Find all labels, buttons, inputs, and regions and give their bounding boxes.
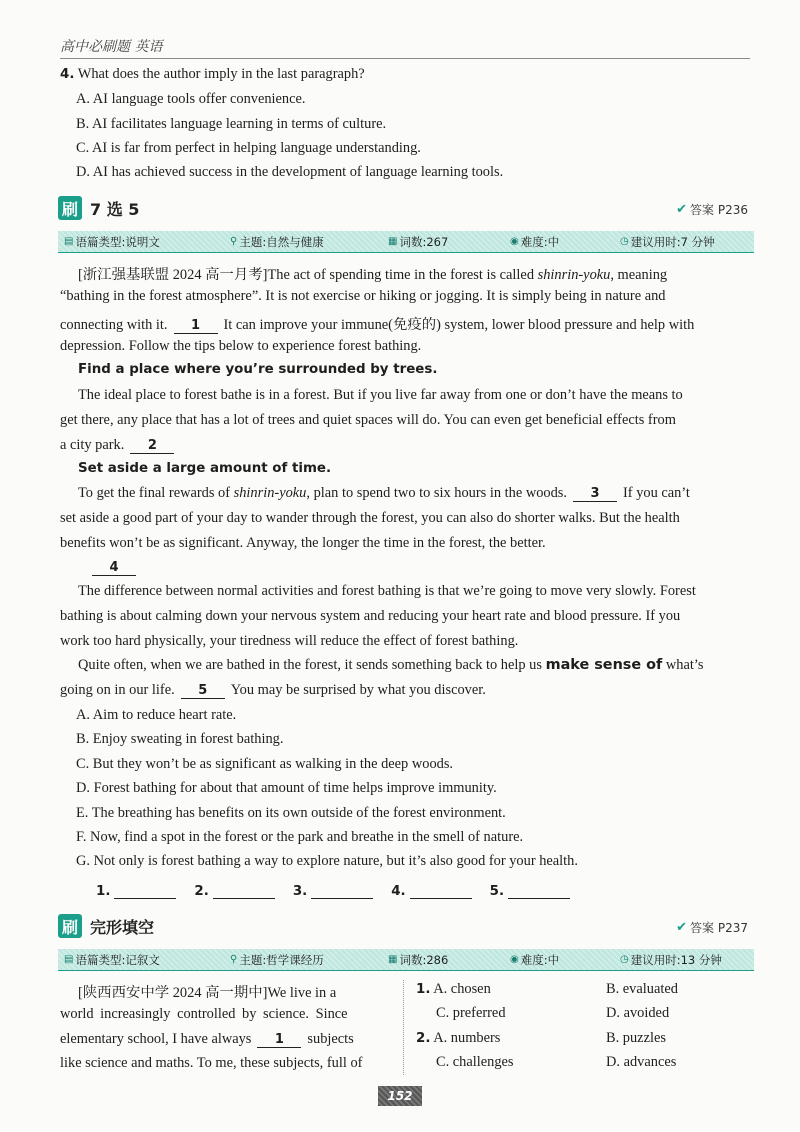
shua-icon: 刷 — [58, 196, 82, 220]
section-heading-7-choose-5 — [58, 196, 139, 220]
cloze-q1-option-a: 1. A. chosen — [416, 981, 491, 997]
option-b: B. AI facilitates language learning in terms of culture. — [76, 116, 387, 132]
option-b: B. Enjoy sweating in forest bathing. — [76, 731, 284, 747]
passage-info-bar — [58, 231, 754, 253]
blank-5[interactable]: 5 — [181, 683, 225, 699]
check-icon: ✔ — [676, 920, 688, 935]
cloze-line-1: [陕西西安中学 2024 高一期中]We live in a — [78, 985, 337, 1001]
option-a: A. AI language tools offer convenience. — [76, 91, 306, 107]
info-time: ◷ 建议用时:13 分钟 — [620, 952, 722, 967]
option-c: C. AI is far from perfect in helping language understanding. — [76, 140, 421, 156]
clock-icon: ◷ — [620, 954, 629, 965]
header-rule — [60, 58, 750, 59]
blank-3[interactable]: 3 — [573, 486, 617, 502]
answer-line[interactable] — [213, 885, 275, 899]
running-header: 高中必刷题 英语 — [60, 39, 163, 55]
cloze-blank-1[interactable]: 1 — [257, 1032, 301, 1048]
answer-slot-5[interactable]: 5. — [490, 884, 570, 899]
shua-icon: 刷 — [58, 914, 82, 938]
info-words: ▦ 词数:267 — [388, 234, 449, 249]
search-icon: ⚲ — [230, 954, 238, 965]
cloze-q1-option-d: D. avoided — [606, 1005, 670, 1021]
check-icon: ✔ — [676, 202, 688, 217]
type-icon: ▤ — [64, 236, 74, 247]
option-g: G. Not only is forest bathing a way to explore nature, but it’s also good for your health. — [76, 853, 578, 869]
p2-line-1: The ideal place to forest bathe is in a forest. But if you live far away from one or don’t have the means to — [78, 387, 683, 403]
section-title: 完形填空 — [90, 917, 155, 937]
cloze-line-3: elementary school, I have always 1 subjects — [60, 1031, 354, 1047]
info-difficulty: ◉ 难度:中 — [510, 952, 560, 967]
answer-reference — [676, 201, 748, 218]
cloze-q1-option-c: C. preferred — [436, 1005, 506, 1021]
p2-line-2: get there, any place that has a lot of trees and quiet spaces will do. You can even get beneficial effects from — [60, 412, 676, 428]
answer-slot-4[interactable]: 4. — [391, 884, 471, 899]
p3-line-3: benefits won’t be as significant. Anyway, the longer the time in the forest, the better. — [60, 535, 546, 551]
cloze-q2-option-b: B. puzzles — [606, 1030, 666, 1046]
p4-line-3: work too hard physically, your tiredness will reduce the effect of forest bathing. — [60, 633, 519, 649]
difficulty-icon: ◉ — [510, 954, 519, 965]
section-title: 7 选 5 — [90, 199, 140, 219]
cloze-line-2: world increasingly controlled by science. Since — [60, 1006, 348, 1022]
word-count-icon: ▦ — [388, 236, 398, 247]
p4-line-1: The difference between normal activities and forest bathing is that we’re going to move very slowly. Forest — [78, 583, 696, 599]
p1-line-3: connecting with it. 1 It can improve your immune(免疫的) system, lower blood pressure and help with — [60, 317, 695, 333]
option-a: A. Aim to reduce heart rate. — [76, 707, 237, 723]
info-topic: ⚲ 主题:自然与健康 — [230, 234, 324, 249]
info-type: ▤ 语篇类型:记叙文 — [64, 952, 160, 967]
cloze-q2-option-c: C. challenges — [436, 1054, 514, 1070]
info-difficulty: ◉ 难度:中 — [510, 234, 560, 249]
answer-line[interactable] — [508, 885, 570, 899]
subheading-set-aside-time: Set aside a large amount of time. — [78, 461, 332, 476]
question-text: What does the author imply in the last paragraph? — [77, 66, 365, 82]
p5-line-2: going on in our life. 5 You may be surprised by what you discover. — [60, 682, 486, 698]
type-icon: ▤ — [64, 954, 74, 965]
info-topic: ⚲ 主题:哲学课经历 — [230, 952, 324, 967]
difficulty-icon: ◉ — [510, 236, 519, 247]
answer-line[interactable] — [311, 885, 373, 899]
option-d: D. AI has achieved success in the development of language learning tools. — [76, 164, 504, 180]
question-number: 4. — [60, 67, 75, 82]
subheading-find-place: Find a place where you’re surrounded by trees. — [78, 362, 438, 377]
option-f: F. Now, find a spot in the forest or the park and breathe in the smell of nature. — [76, 829, 524, 845]
answer-slot-1[interactable]: 1. — [96, 884, 176, 899]
option-c: C. But they won’t be as significant as walking in the deep woods. — [76, 756, 454, 772]
blank-4-line — [78, 559, 142, 576]
cloze-q1-option-b: B. evaluated — [606, 981, 678, 997]
p3-line-2: set aside a good part of your day to wander through the forest, you can also do shorter walks. But the health — [60, 510, 680, 526]
option-d: D. Forest bathing for about that amount of time helps improve immunity. — [76, 780, 497, 796]
info-type: ▤ 语篇类型:说明文 — [64, 234, 160, 249]
answer-row — [96, 884, 570, 899]
p1-line-1: [浙江强基联盟 2024 高一月考]The act of spending time in the forest is called shinrin-yoku, meaning — [78, 267, 668, 283]
answer-ref-text: 答案 P236 — [690, 203, 748, 217]
blank-2[interactable]: 2 — [130, 438, 174, 454]
p3-line-1: To get the final rewards of shinrin-yoku, plan to spend two to six hours in the woods. 3 If you can’t — [78, 485, 690, 501]
section-heading-cloze — [58, 914, 154, 938]
answer-line[interactable] — [114, 885, 176, 899]
clock-icon: ◷ — [620, 236, 629, 247]
p4-line-2: bathing is about calming down your nervous system and reducing your heart rate and blood pressure. If you — [60, 608, 681, 624]
cloze-line-4: like science and maths. To me, these subjects, full of — [60, 1055, 363, 1071]
column-divider — [403, 980, 404, 1075]
passage-info-bar — [58, 949, 754, 971]
page-number: 152 — [378, 1086, 422, 1106]
p5-line-1: Quite often, when we are bathed in the forest, it sends something back to help us make sense of what’s — [78, 657, 704, 673]
p1-line-4: depression. Follow the tips below to experience forest bathing. — [60, 338, 422, 354]
search-icon: ⚲ — [230, 236, 238, 247]
blank-4[interactable]: 4 — [92, 560, 136, 576]
option-e: E. The breathing has benefits on its own outside of the forest environment. — [76, 805, 506, 821]
cloze-q2-option-d: D. advances — [606, 1054, 677, 1070]
p2-line-3: a city park. 2 — [60, 437, 180, 454]
question-4-stem — [60, 66, 365, 83]
answer-ref-text: 答案 P237 — [690, 921, 748, 935]
cloze-q2-option-a: 2. A. numbers — [416, 1030, 501, 1046]
blank-1[interactable]: 1 — [174, 318, 218, 334]
word-count-icon: ▦ — [388, 954, 398, 965]
p1-line-2: “bathing in the forest atmosphere”. It is not exercise or hiking or jogging. It is simply being in nature and — [60, 288, 666, 304]
answer-slot-3[interactable]: 3. — [293, 884, 373, 899]
answer-line[interactable] — [410, 885, 472, 899]
answer-slot-2[interactable]: 2. — [194, 884, 274, 899]
info-words: ▦ 词数:286 — [388, 952, 449, 967]
info-time: ◷ 建议用时:7 分钟 — [620, 234, 715, 249]
answer-reference — [676, 919, 748, 936]
